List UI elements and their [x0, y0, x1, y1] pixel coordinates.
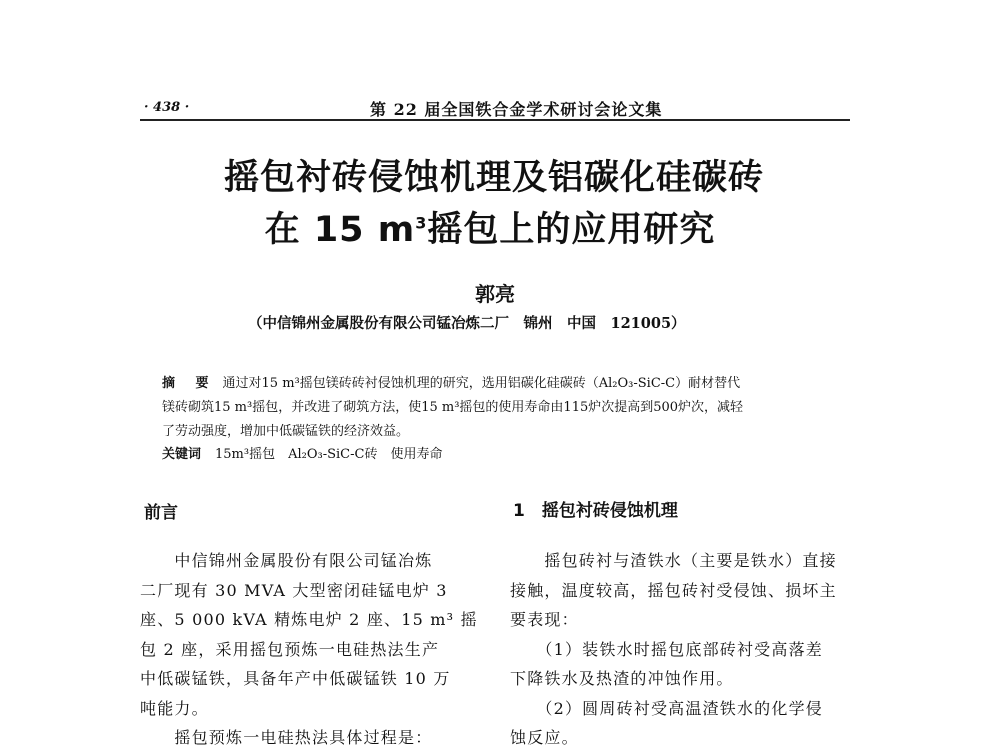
body-line: 摇包预炼一电硅热法具体过程是： — [140, 728, 433, 747]
page-number: · 438 · — [144, 100, 190, 115]
body-line: 座、5 000 kVA 精炼电炉 2 座、15 m³ 摇 — [140, 610, 478, 629]
abstract-line — [162, 372, 740, 391]
body-line: 下降铁水及热渣的冲蚀作用。 — [510, 669, 734, 688]
section-heading-preface: 前言 — [144, 503, 178, 523]
body-line: 吨能力。 — [140, 698, 209, 718]
section-heading-1: 1 摇包衬砖侵蚀机理 — [513, 501, 678, 521]
title-superscript: 3 — [415, 213, 428, 233]
running-header: 第 22 届全国铁合金学术研讨会论文集 — [370, 100, 663, 119]
keywords-label: 关键词 — [162, 447, 202, 462]
body-line: 包 2 座，采用摇包预炼一电硅热法生产 — [140, 639, 440, 659]
keywords-text: 15m³摇包 Al₂O₃-SiC-C砖 使用寿命 — [215, 447, 443, 462]
abstract-label: 摘 要 — [162, 376, 217, 391]
title-line-1: 摇包衬砖侵蚀机理及铝碳化硅碳砖 — [223, 158, 764, 198]
body-line: 二厂现有 30 MVA 大型密闭硅锰电炉 3 — [140, 580, 448, 600]
title-line-2 — [0, 202, 990, 252]
body-line: （1）装铁水时摇包底部砖衬受高落差 — [510, 639, 823, 659]
affiliation: （中信锦州金属股份有限公司锰冶炼二厂 锦州 中国 121005） — [248, 315, 686, 332]
body-line: 中低碳锰铁，具备年产中低碳锰铁 10 万 — [140, 669, 451, 688]
title-text: 在 15 m — [264, 210, 416, 250]
body-line: 蚀反应。 — [510, 728, 579, 747]
keywords-line — [162, 443, 442, 462]
body-line: 接触，温度较高，摇包砖衬受侵蚀、损坏主 — [510, 580, 837, 600]
abstract-line: 镁砖砌筑15 m³摇包，并改进了砌筑方法，使15 m³摇包的使用寿命由115炉次提高到500炉次，减轻 — [162, 400, 744, 415]
body-line: 摇包砖衬与渣铁水（主要是铁水）直接 — [510, 551, 837, 570]
abstract-line: 了劳动强度，增加中低碳锰铁的经济效益。 — [162, 424, 410, 439]
body-line: （2）圆周砖衬受高温渣铁水的化学侵 — [510, 698, 823, 718]
body-line: 要表现： — [510, 610, 579, 629]
title-text: 摇包上的应用研究 — [427, 210, 716, 250]
abstract-text: 通过对15 m³摇包镁砖砖衬侵蚀机理的研究，选用铝碳化硅碳砖（Al₂O₃-SiC-C）耐材替代 — [222, 376, 741, 391]
header-rule — [140, 119, 850, 121]
author: 郭亮 — [475, 282, 515, 306]
body-line: 中信锦州金属股份有限公司锰冶炼 — [140, 551, 433, 570]
